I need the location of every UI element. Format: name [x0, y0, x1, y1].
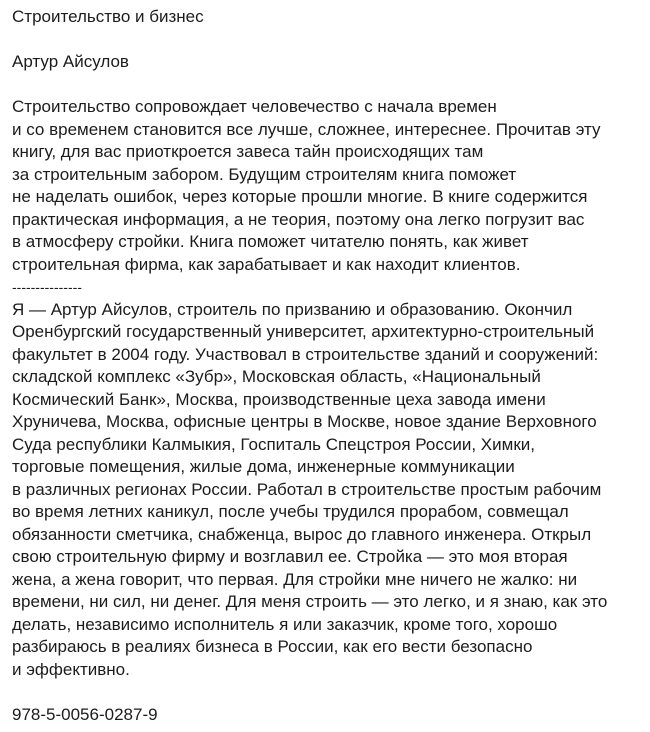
description-line: и со временем становится все лучше, сложнее, интереснее. Прочитав эту: [12, 119, 601, 139]
description-line: не наделать ошибок, через которые прошли многие. В книге содержится: [12, 187, 588, 206]
author-biography: [12, 299, 646, 682]
isbn: 978-5-0056-0287-9: [12, 704, 158, 724]
bio-line: Хруничева, Москва, офисные центры в Москве, новое здание Верховного: [12, 412, 597, 431]
section-separator: ---------------: [12, 279, 82, 295]
bio-line: в различных регионах России. Работал в строительстве простым рабочим: [12, 479, 602, 499]
spacer: [12, 681, 646, 704]
bio-line: разбираюсь в реалиях бизнеса в России, как его вести безопасно: [12, 637, 533, 656]
book-description: [12, 96, 646, 276]
book-author: Артур Айсулов: [12, 52, 129, 71]
description-line: книгу, для вас приоткроется завеса тайн происходящих там: [12, 142, 484, 161]
bio-line: торговые помещения, жилые дома, инженерные коммуникации: [12, 457, 515, 476]
description-line: за строительным забором. Будущим строителям книга поможет: [12, 164, 517, 184]
bio-line: Я — Артур Айсулов, строитель по призванию и образованию. Окончил: [12, 299, 573, 319]
bio-line: времени, ни сил, ни денег. Для меня строить — это легко, и я знаю, как это: [12, 592, 608, 611]
bio-line: обязанности сметчика, снабженца, вырос до главного инженера. Открыл: [12, 524, 592, 544]
description-line: строительная фирма, как зарабатывает и как находит клиентов.: [12, 254, 521, 274]
bio-line: Суда республики Калмыкия, Госпиталь Спецстроя России, Химки,: [12, 434, 535, 454]
bio-line: Оренбургский государственный университет, архитектурно-строительный: [12, 322, 595, 341]
spacer: [12, 74, 646, 97]
description-line: в атмосферу стройки. Книга поможет читателю понять, как живет: [12, 232, 529, 251]
bio-line: и эффективно.: [12, 659, 130, 679]
bio-line: факультет в 2004 году. Участвовал в строительстве зданий и сооружений:: [12, 344, 599, 364]
bio-line: Космический Банк», Москва, производственные цеха завода имени: [12, 389, 546, 409]
description-line: Строительство сопровождает человечество с начала времен: [12, 97, 497, 116]
bio-line: свою строительную фирму и возглавил ее. Стройка — это моя вторая: [12, 547, 568, 566]
book-title: Строительство и бизнес: [12, 7, 204, 26]
bio-line: складской комплекс «Зубр», Московская область, «Национальный: [12, 367, 541, 386]
spacer: [12, 29, 646, 52]
bio-line: делать, независимо исполнитель я или заказчик, кроме того, хорошо: [12, 614, 558, 634]
description-line: практическая информация, а не теория, поэтому она легко погрузит вас: [12, 209, 585, 229]
bio-line: жена, а жена говорит, что первая. Для стройки мне ничего не жалко: ни: [12, 569, 578, 589]
book-document: [12, 6, 646, 726]
bio-line: во время летних каникул, после учебы трудился прорабом, совмещал: [12, 502, 569, 521]
